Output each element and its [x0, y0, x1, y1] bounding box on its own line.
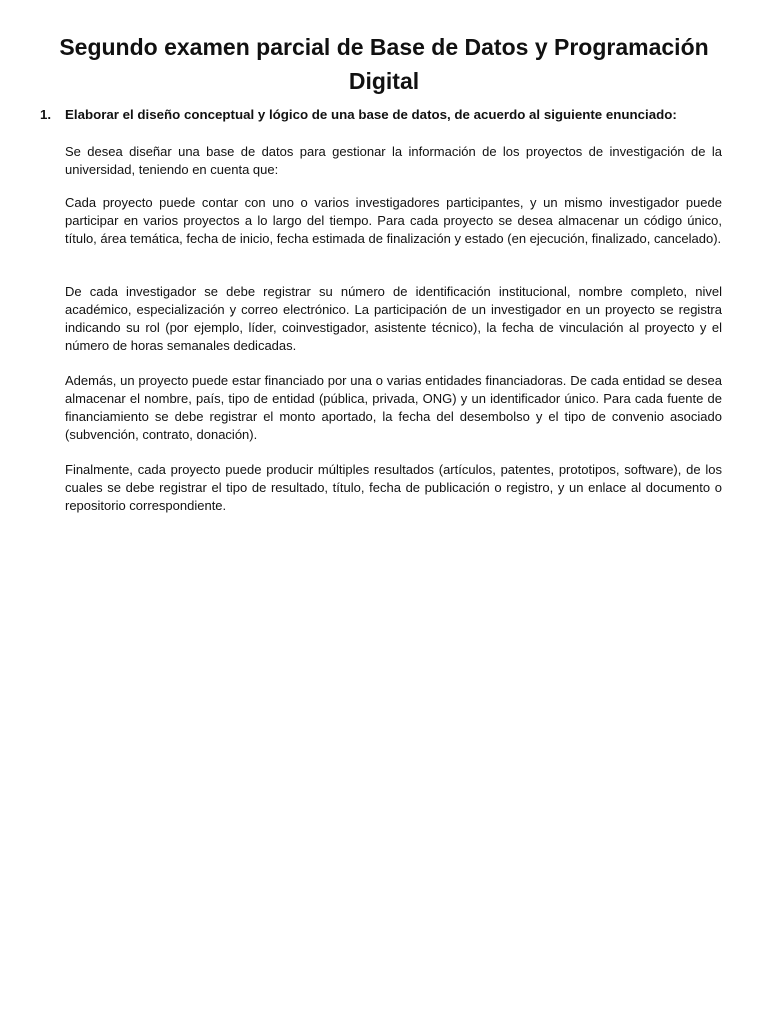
- paragraph-intro: Se desea diseñar una base de datos para gestionar la información de los proyectos de investigación de la universidad, teniendo en cuenta que:: [65, 144, 722, 177]
- paragraph-investigadores: De cada investigador se debe registrar su número de identificación institucional, nombre completo, nivel académico, especialización y correo electrónico. La participación de un investigador en un proyecto se registra indicando su rol (por ejemplo, líder, coinvestigador, asistente técnico), la fecha de vinculación al proyecto y el número de horas semanales dedicadas.: [65, 284, 722, 353]
- question-1: [40, 106, 724, 124]
- paragraph-proyectos: Cada proyecto puede contar con uno o varios investigadores participantes, y un mismo investigador puede participar en varios proyectos a lo largo del tiempo. Para cada proyecto se desea almacenar un código único, título, área temática, fecha de inicio, fecha estimada de finalización y estado (en ejecución, finalizado, cancelado).: [65, 195, 722, 246]
- question-number: 1.: [40, 107, 52, 122]
- paragraph-financiamiento: Además, un proyecto puede estar financiado por una o varias entidades financiadoras. De cada entidad se desea almacenar el nombre, país, tipo de entidad (pública, privada, ONG) y un identificador único. Para cada fuente de financiamiento se debe registrar el monto aportado, la fecha del desembolso y el tipo de convenio asociado (subvención, contrato, donación).: [65, 373, 722, 442]
- paragraph-resultados: Finalmente, cada proyecto puede producir múltiples resultados (artículos, patentes, prototipos, software), de los cuales se debe registrar el tipo de resultado, título, fecha de publicación o registro, y un enlace al documento o repositorio correspondiente.: [65, 462, 722, 513]
- question-prompt: Elaborar el diseño conceptual y lógico de una base de datos, de acuerdo al siguiente enunciado:: [65, 107, 677, 122]
- exam-title: Segundo examen parcial de Base de Datos y Programación Digital: [59, 34, 709, 94]
